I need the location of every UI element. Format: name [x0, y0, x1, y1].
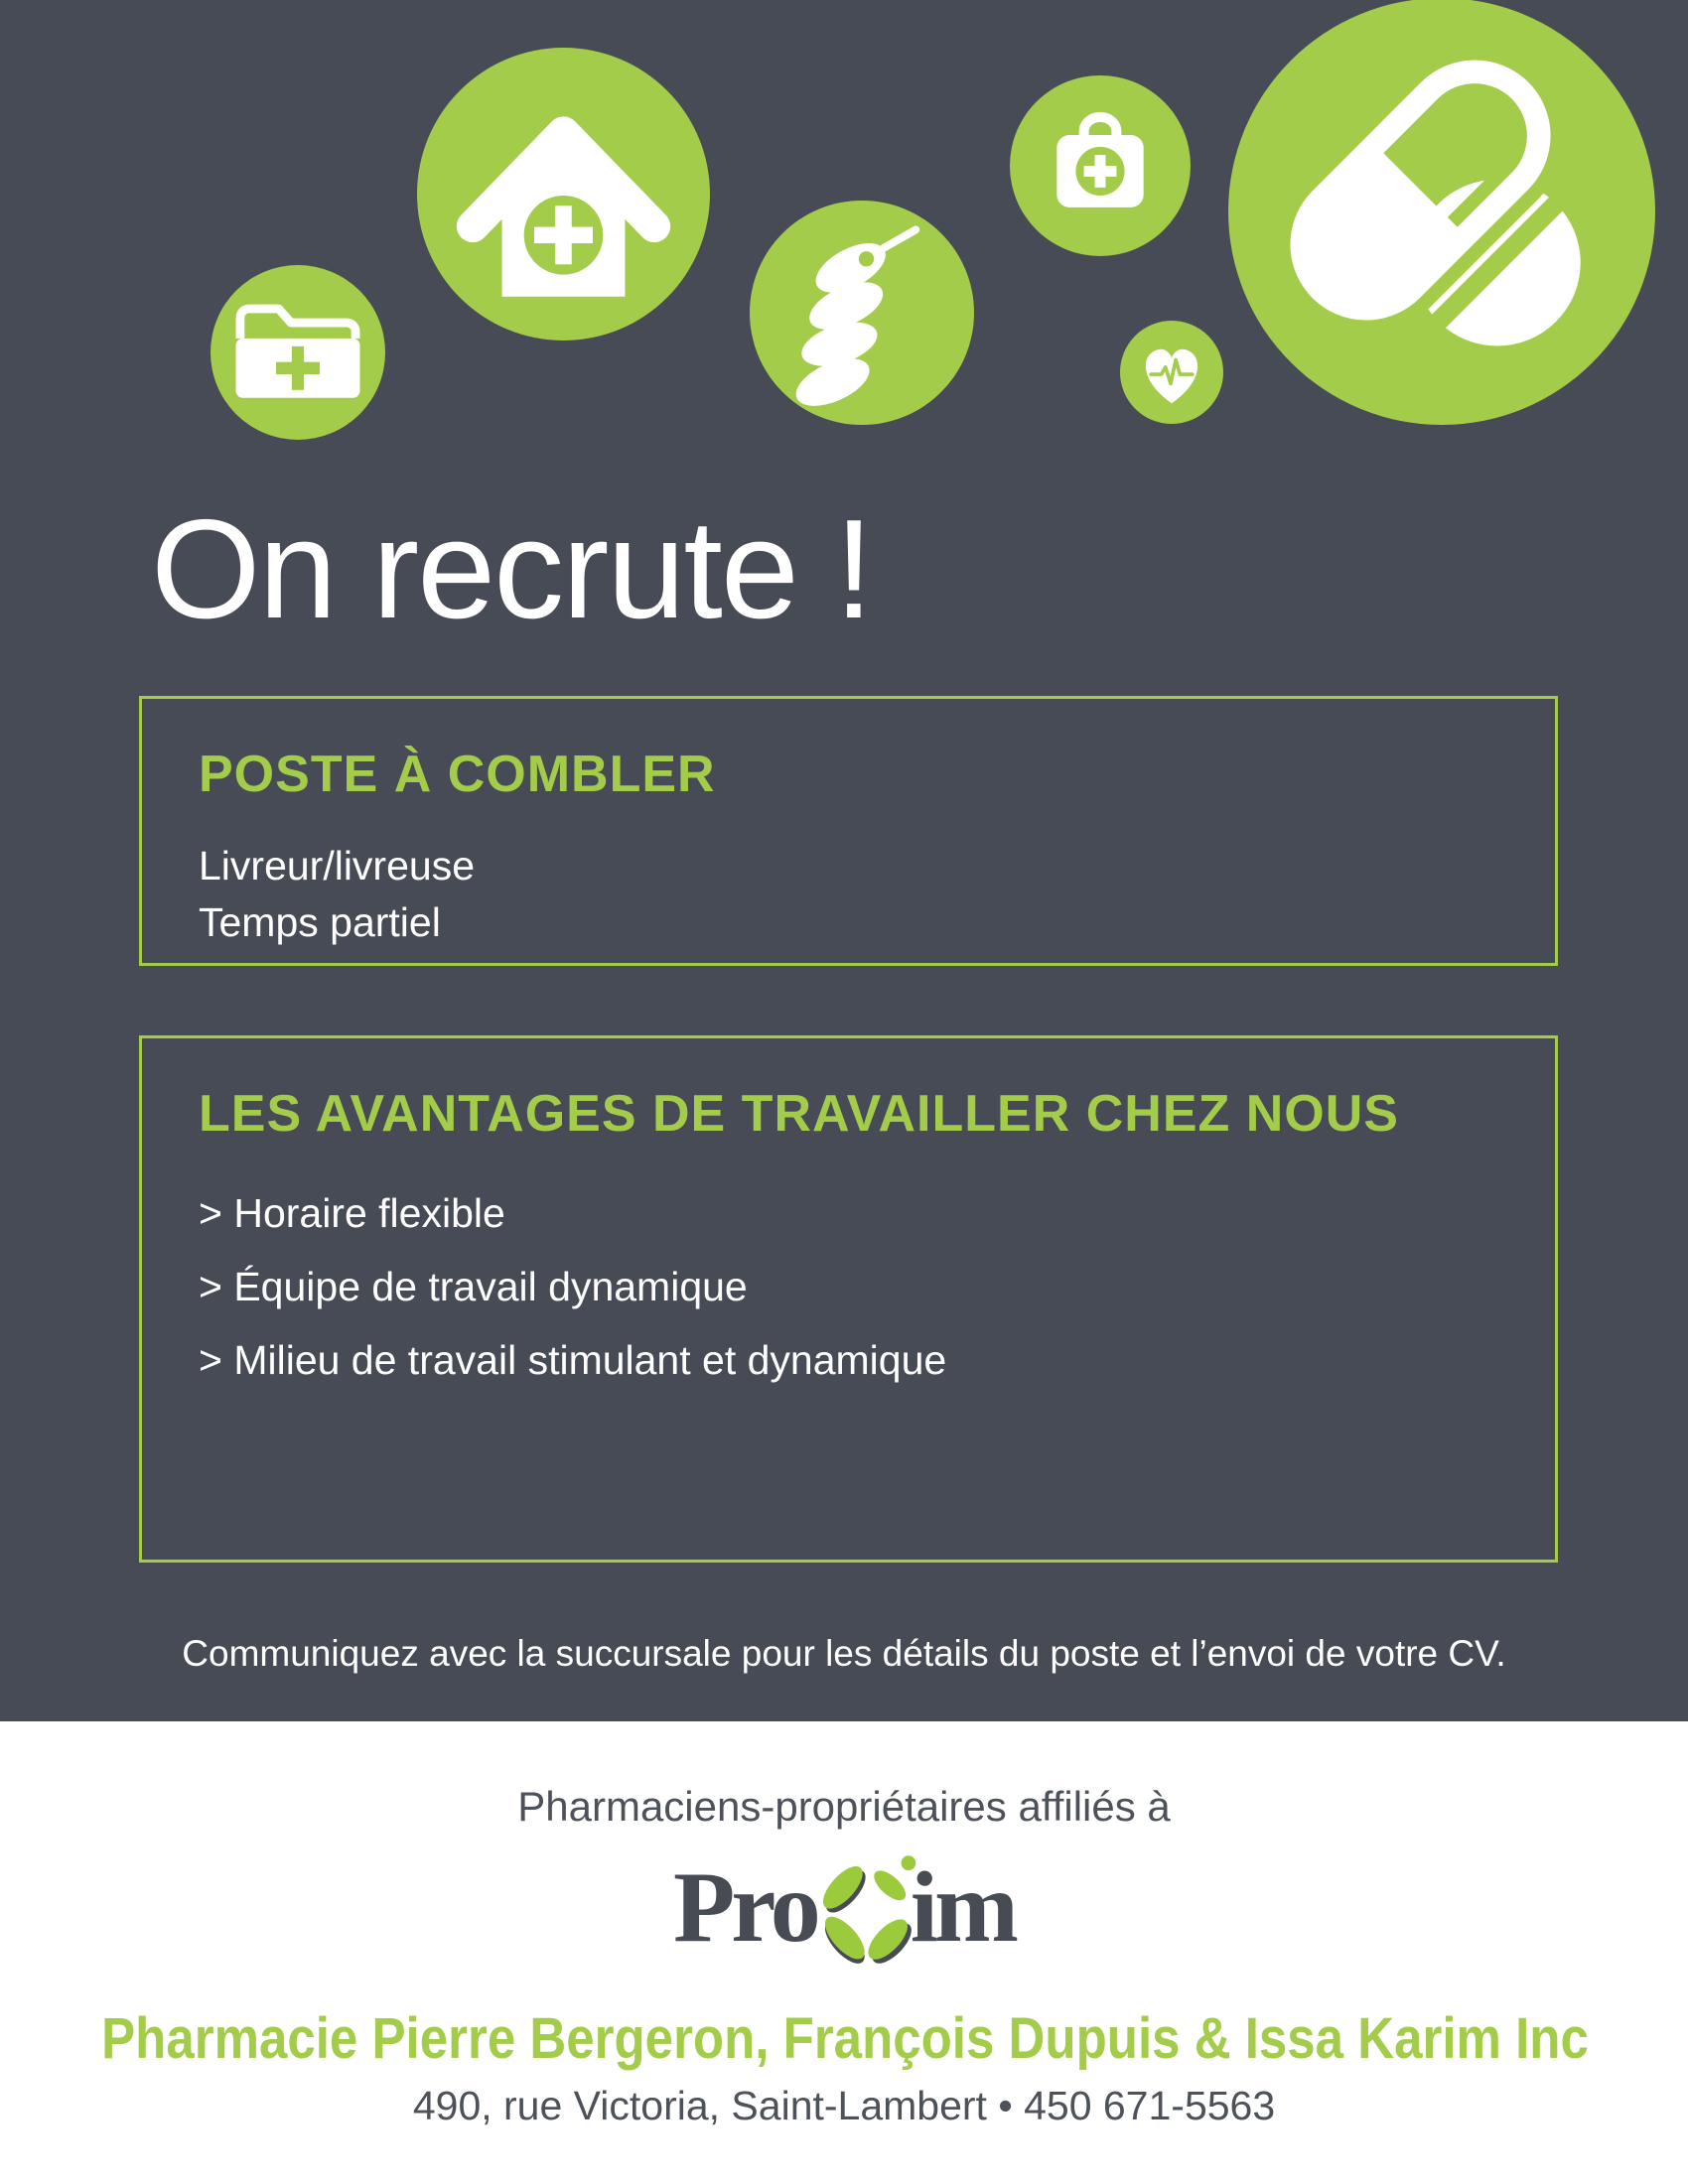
proxim-leaf-x-icon	[815, 1835, 918, 1981]
benefit-item: > Équipe de travail dynamique	[199, 1264, 748, 1309]
proxim-logo-text-pre: Pro	[672, 1851, 817, 1964]
contact-note: Communiquez avec la succursale pour les détails du poste et l’envoi de votre CV.	[182, 1633, 1506, 1674]
asclepius-snake-icon	[750, 201, 974, 425]
benefits-box-heading: LES AVANTAGES DE TRAVAILLER CHEZ NOUS	[199, 1085, 1399, 1143]
position-line: Livreur/livreuse	[199, 843, 475, 888]
position-line: Temps partiel	[199, 899, 441, 945]
proxim-logo	[0, 1833, 1688, 1983]
page-title: On recrute !	[151, 490, 872, 648]
proxim-logo-text-post: im	[910, 1851, 1016, 1964]
address-phone: 490, rue Victoria, Saint-Lambert • 450 671-5563	[412, 2083, 1276, 2128]
affiliation-text: Pharmaciens-propriétaires affiliés à	[517, 1783, 1171, 1830]
position-box-heading: POSTE À COMBLER	[199, 746, 716, 803]
heart-pulse-icon	[1120, 321, 1223, 424]
capsule-pill-icon	[1228, 0, 1655, 425]
company-name-text: Pharmacie Pierre Bergeron, François Dupuis & Issa Karim Inc	[101, 2006, 1589, 2071]
position-box	[139, 696, 1558, 966]
benefit-item: > Milieu de travail stimulant et dynamique	[199, 1337, 947, 1383]
company-name	[0, 2005, 1688, 2072]
benefits-box	[139, 1035, 1558, 1563]
folder-plus-icon	[211, 265, 385, 440]
medical-house-icon	[417, 48, 710, 341]
first-aid-kit-icon	[1010, 75, 1191, 256]
benefit-item: > Horaire flexible	[199, 1190, 505, 1236]
